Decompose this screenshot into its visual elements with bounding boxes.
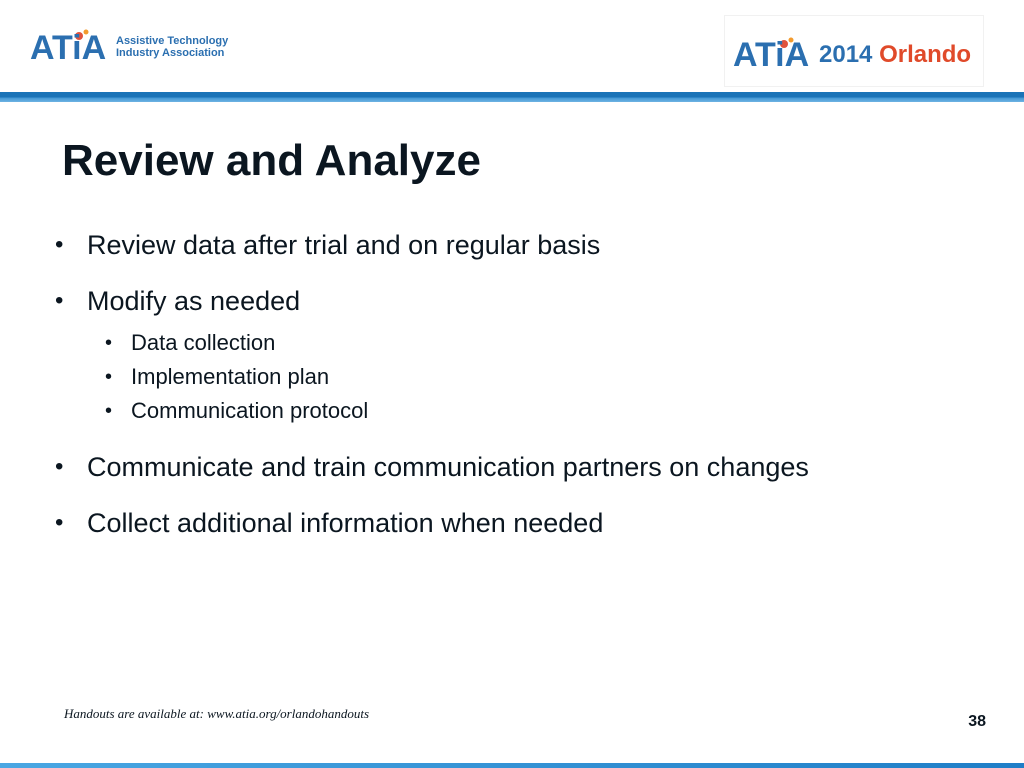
bullet-item [55, 506, 985, 540]
page-number: 38 [968, 713, 986, 730]
bullet-text: Communicate and train communication partners on changes [87, 452, 809, 482]
logo-tagline-line-1: Assistive Technology [116, 35, 229, 47]
header-divider [0, 92, 1024, 102]
bullet-item [55, 450, 985, 484]
slide-title: Review and Analyze [62, 136, 481, 185]
sub-bullet-item: • Implementation plan [87, 360, 985, 394]
bullet-text: Collect additional information when needed [87, 508, 604, 538]
footer-divider [0, 763, 1024, 768]
slide-header [0, 0, 1024, 92]
atia-logo [30, 20, 250, 76]
conference-city: Orlando [879, 41, 972, 68]
atia-2014-logo-mark [733, 26, 828, 82]
sub-bullet-item: • Communication protocol [87, 394, 985, 428]
conference-year: 2014 [819, 41, 873, 68]
logo-tagline-line-2: Industry Association [116, 47, 225, 59]
bullet-item [55, 228, 985, 262]
conference-label [819, 42, 971, 68]
bullet-text: Review data after trial and on regular basis [87, 230, 601, 260]
logo-wordmark: ATiA [30, 29, 107, 67]
sub-bullet-list [87, 326, 985, 428]
bullet-text: Modify as needed [87, 286, 301, 316]
bullet-item [55, 284, 985, 428]
sub-bullet-item: • Data collection [87, 326, 985, 360]
logo-wordmark: ATiA [733, 36, 810, 74]
logo-tagline [116, 35, 228, 59]
bullet-list [55, 228, 985, 540]
atia-2014-orlando-logo [725, 16, 983, 86]
handouts-note: Handouts are available at: www.atia.org/orlandohandouts [64, 706, 370, 721]
atia-logo-mark [30, 20, 120, 76]
